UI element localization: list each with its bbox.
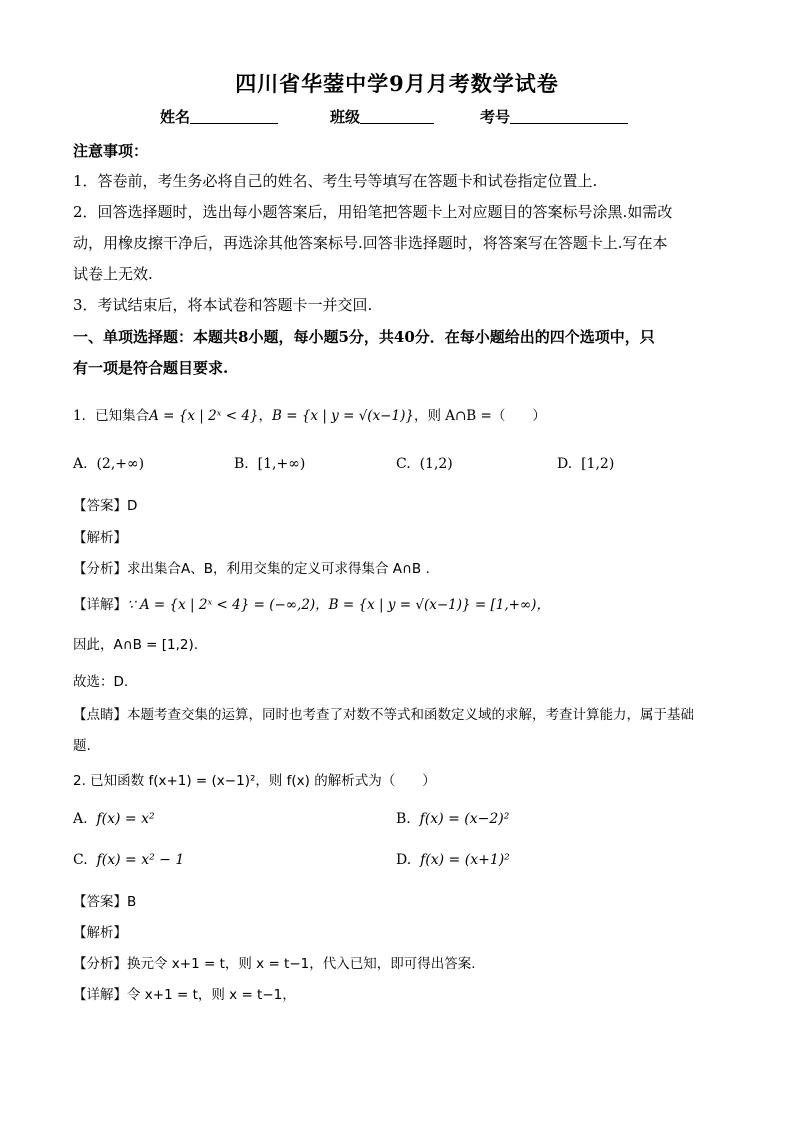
q1-option-c-value: (1,2) [419, 456, 453, 472]
notice-item-1: 1．答卷前，考生务必将自己的姓名、考生号等填写在答题卡和试卷指定位置上. [73, 172, 598, 190]
q2-option-d-value: f(x) = (x+1)² [420, 852, 510, 868]
notice-item-3: 3．考试结束后，将本试卷和答题卡一并交回. [73, 296, 373, 314]
q1-option-d-value: [1,2) [581, 456, 615, 472]
q2-xiangjie-text: 令 x+1 = t，则 x = t−1， [127, 987, 296, 1003]
q2-option-b [396, 811, 509, 827]
q2-option-b-label: B. [396, 811, 411, 827]
q1-dianjing-text: 本题考查交集的运算，同时也考查了对数不等式和函数定义域的求解，考查计算能力，属于基础 [127, 707, 694, 723]
number-label: 考号 [480, 108, 511, 126]
q2-option-a-value: f(x) = x² [96, 811, 155, 827]
q2-fenxi [73, 952, 476, 972]
q1-option-b-label: B. [234, 456, 249, 472]
q2-answer [73, 890, 136, 910]
q1-option-d-label: D. [557, 456, 573, 472]
exam-title: 四川省华蓥中学9月月考数学试卷 [235, 71, 559, 96]
q1-therefore: 因此，A∩B = [1,2). [73, 637, 199, 653]
name-field [160, 106, 278, 127]
notice-item-2-line-3: 试卷上无效. [73, 265, 153, 283]
q1-dianjing-line-2: 题. [73, 738, 91, 754]
q1-xiangjie [73, 593, 550, 613]
q1-option-b [234, 456, 305, 472]
q1-option-c [396, 456, 453, 472]
q2-option-c-value: f(x) = x² − 1 [96, 852, 185, 868]
class-label: 班级 [330, 108, 361, 126]
q1-analysis-tag: 【解析】 [73, 530, 127, 546]
q2-option-d-label: D. [396, 852, 412, 868]
q2-fenxi-tag: 【分析】 [73, 956, 127, 972]
q1-set-a: A = {x | 2ˣ < 4} [149, 408, 259, 424]
q2-stem: 2. 已知函数 f(x+1) = (x−1)²，则 f(x) 的解析式为（ ） [73, 773, 436, 789]
q1-xiangjie-text: ∵ A = {x | 2ˣ < 4} = (−∞,2)，B = {x | y = √(x−1)} = [1,+∞)， [127, 597, 550, 613]
class-blank[interactable] [360, 108, 434, 124]
q2-xiangjie [73, 983, 296, 1003]
q1-choice: 故选：D. [73, 674, 129, 690]
q2-option-a-label: A. [73, 811, 88, 827]
q2-xiangjie-tag: 【详解】 [73, 987, 127, 1003]
q1-option-a [73, 456, 144, 472]
name-blank[interactable] [190, 108, 278, 124]
q1-answer-tag: 【答案】 [73, 498, 127, 514]
q1-sep: ， [258, 408, 273, 424]
q1-stem [73, 404, 546, 424]
q1-option-b-value: [1,+∞) [257, 456, 306, 472]
q2-answer-value: B [127, 894, 137, 910]
notice-item-2-line-1: 2．回答选择题时，选出每小题答案后，用铅笔把答题卡上对应题目的答案标号涂黑.如需改 [73, 203, 673, 221]
q1-answer [73, 494, 137, 514]
notice-heading: 注意事项： [73, 142, 149, 160]
q2-option-c [73, 852, 184, 868]
number-blank[interactable] [510, 108, 628, 124]
q2-option-a [73, 811, 155, 827]
q2-option-b-value: f(x) = (x−2)² [419, 811, 510, 827]
q1-dianjing-tag: 【点睛】 [73, 707, 127, 723]
name-label: 姓名 [160, 108, 191, 126]
q2-analysis-tag: 【解析】 [73, 925, 127, 941]
q1-stem-suffix: ，则 A∩B =（ ） [413, 408, 546, 424]
q2-fenxi-text: 换元令 x+1 = t，则 x = t−1，代入已知，即可得出答案. [127, 956, 476, 972]
q1-fenxi-tag: 【分析】 [73, 561, 127, 577]
section-1-line-1: 一、单项选择题：本题共8小题，每小题5分，共40分．在每小题给出的四个选项中，只 [73, 328, 655, 346]
q1-fenxi-text: 求出集合A、B，利用交集的定义可求得集合 A∩B . [127, 561, 430, 577]
q1-option-a-value: (2,+∞) [96, 456, 145, 472]
q2-option-c-label: C. [73, 852, 88, 868]
q1-answer-value: D [127, 498, 138, 514]
q1-stem-prefix: 1．已知集合 [73, 408, 150, 424]
class-field [330, 106, 434, 127]
q1-option-c-label: C. [396, 456, 411, 472]
q1-fenxi [73, 557, 430, 577]
q1-option-d [557, 456, 614, 472]
notice-item-2-line-2: 动，用橡皮擦干净后，再选涂其他答案标号.回答非选择题时，将答案写在答题卡上.写在本 [73, 234, 668, 252]
q1-option-a-label: A. [73, 456, 88, 472]
q1-set-b: B = {x | y = √(x−1)} [272, 408, 414, 424]
number-field [480, 106, 628, 127]
q2-answer-tag: 【答案】 [73, 894, 127, 910]
q1-dianjing-line-1 [73, 703, 694, 723]
q2-option-d [396, 852, 510, 868]
section-1-line-2: 有一项是符合题目要求. [73, 359, 229, 377]
q1-xiangjie-tag: 【详解】 [73, 597, 127, 613]
